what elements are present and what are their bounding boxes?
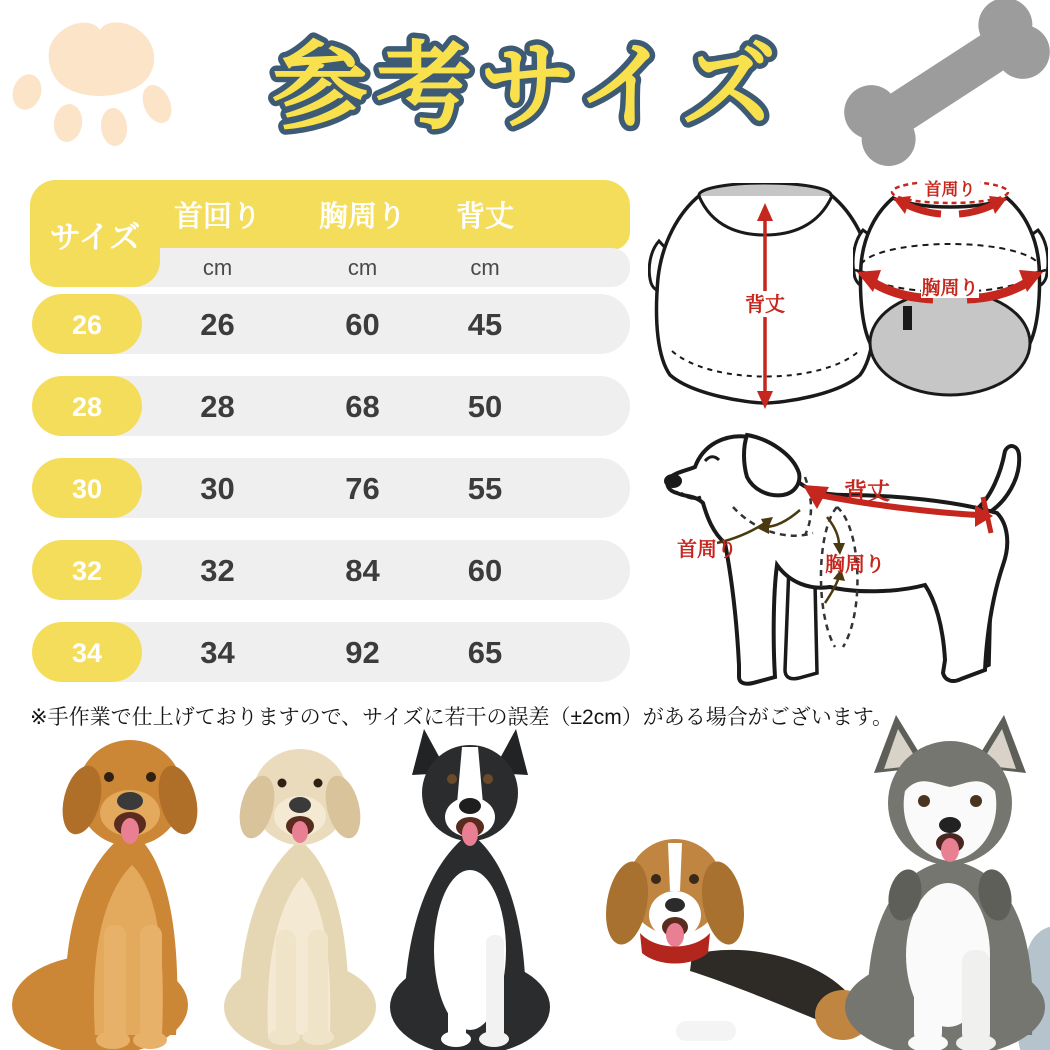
husky-photo [845,715,1045,1050]
unit-label: cm [470,255,500,280]
size-badge [32,458,142,518]
size-tolerance-note: ※手作業で仕上げておりますので、サイズに若干の誤差（±2cm）がある場合がございます。 [30,706,894,729]
table-row [30,622,630,682]
table-row [30,458,630,518]
back-value: 50 [467,389,503,424]
cream-retriever-photo [224,749,376,1050]
size-table [30,180,630,685]
size-value: 26 [71,310,103,340]
shirt-back-length-diagram [648,183,883,411]
size-value: 34 [71,638,103,668]
chest-value: 68 [345,389,380,424]
chest-column-header: 胸周り [318,201,406,233]
neck-value: 30 [200,471,235,506]
size-badge [32,294,142,354]
back-value: 65 [467,635,503,670]
size-value: 32 [71,556,103,586]
table-row [30,294,630,354]
shirt-neck-girth-label: 首周り [924,180,976,199]
chest-value: 92 [345,635,380,670]
neck-column-header: 首回り [173,201,261,233]
size-badge [32,376,142,436]
back-value: 55 [467,471,503,506]
size-value: 30 [71,474,103,504]
chest-value: 84 [345,553,380,588]
dog-chest-girth-label: 胸周り [825,554,885,576]
table-row [30,376,630,436]
size-column-label: サイズ [49,220,141,255]
back-value: 45 [467,307,503,342]
page-title-text: 参考サイズ [271,34,785,141]
size-value: 28 [71,392,103,422]
dog-measure-diagram [655,415,1045,705]
chest-value: 76 [345,471,380,506]
size-badge [32,540,142,600]
shirt-girth-diagram [853,180,1048,408]
neck-value: 28 [200,389,235,424]
dog-neck-girth-label: 首周り [677,539,737,561]
back-value: 60 [467,553,503,588]
unit-label: cm [202,255,233,280]
chest-value: 60 [345,307,380,342]
golden-retriever-photo [12,740,204,1050]
unit-labels [135,248,630,287]
unit-label: cm [347,255,378,280]
dog-back-length-label: 背丈 [844,478,890,504]
neck-value: 26 [200,307,235,342]
dog-photos [0,715,1050,1050]
table-row [30,540,630,600]
shirt-chest-girth-label: 胸周り [921,278,979,299]
back-column-header: 背丈 [455,201,514,233]
page-title [0,10,1050,160]
beagle-photo [599,839,871,1041]
shirt-back-length-label: 背丈 [745,294,785,316]
border-collie-photo [390,729,550,1050]
size-badge [32,622,142,682]
neck-value: 34 [200,635,235,670]
neck-value: 32 [200,553,235,588]
